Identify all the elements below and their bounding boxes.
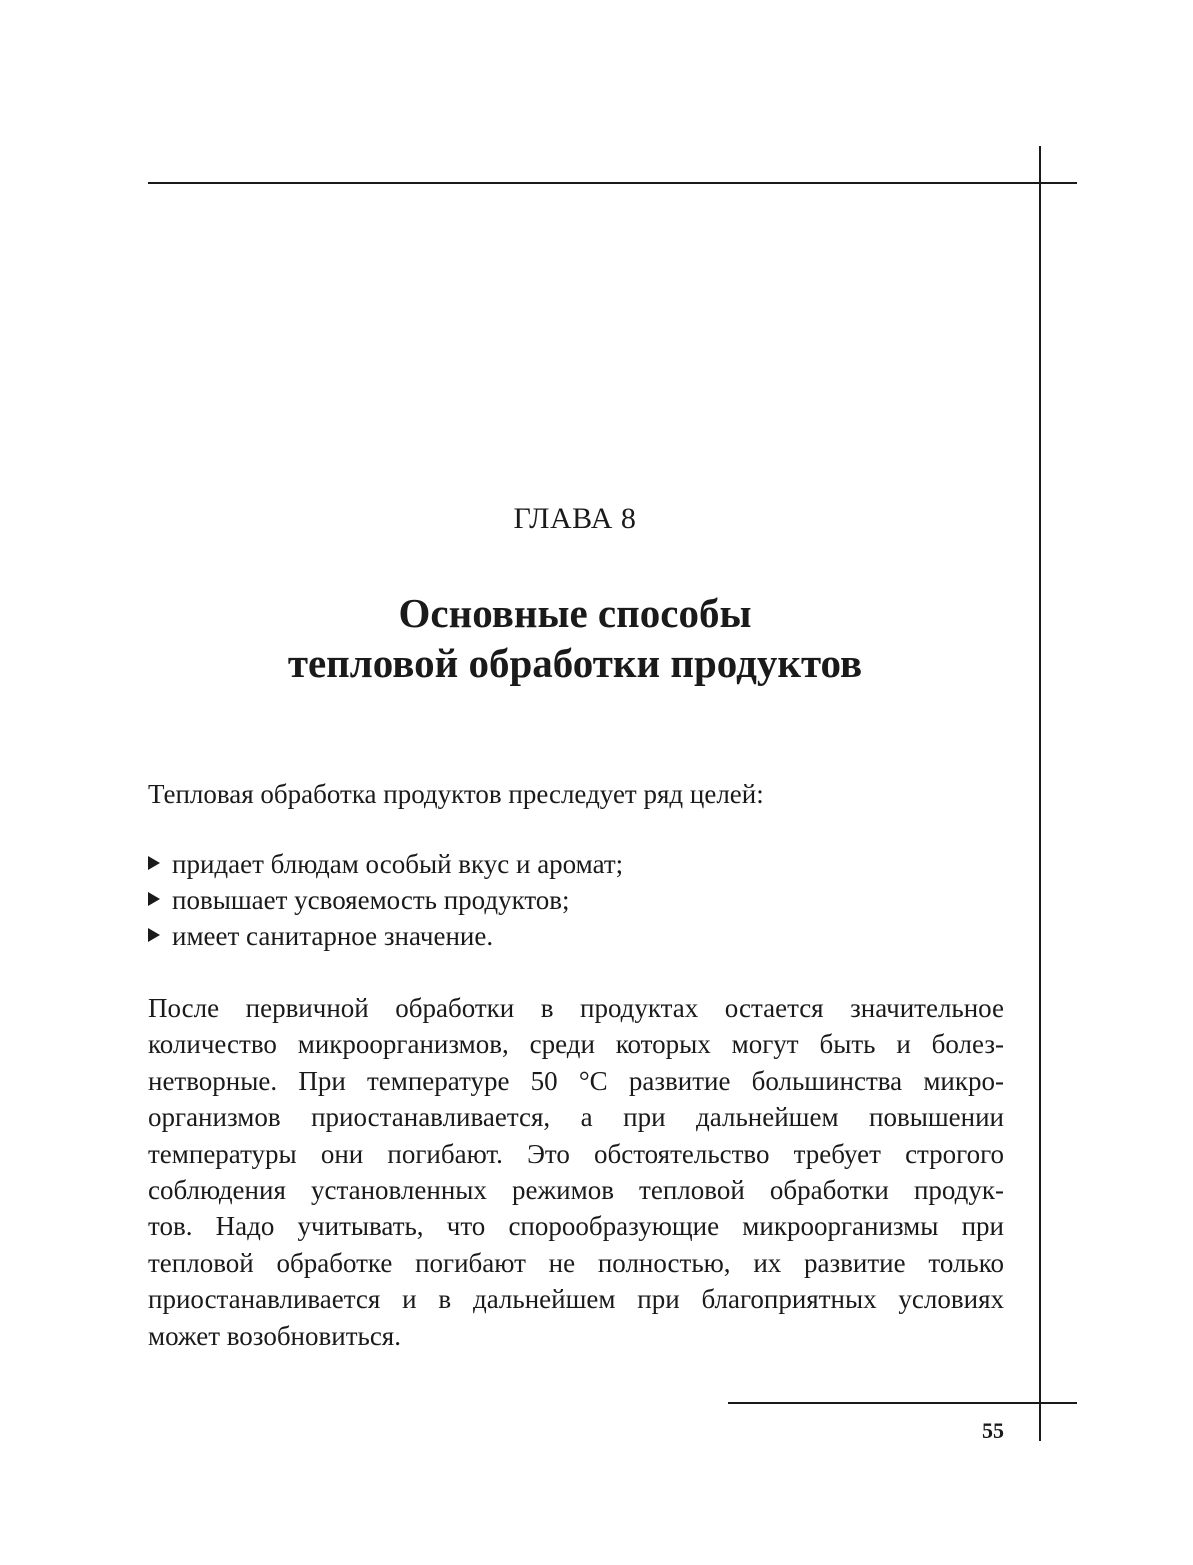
chapter-title-line-1: Основные способы <box>398 590 752 636</box>
paragraph-line: количество микроорганизмов, среди которых могут быть и болез- <box>148 1029 1004 1060</box>
list-item <box>148 846 623 882</box>
chapter-label: ГЛАВА 8 <box>513 502 637 535</box>
vertical-rule <box>1039 146 1041 1441</box>
intro-text: Тепловая обработка продуктов преследует ряд целей: <box>148 779 764 809</box>
triangle-bullet-icon <box>148 928 160 942</box>
paragraph-line: тепловой обработке погибают не полностью, их развитие только <box>148 1247 1004 1278</box>
goals-list <box>148 846 623 954</box>
body-paragraph <box>148 990 1004 1354</box>
paragraph-line: приостанавливается и в дальнейшем при благоприятных условиях <box>148 1284 1004 1315</box>
paragraph-line: соблюдения установленных режимов тепловой обработки продук- <box>148 1175 1004 1206</box>
bottom-rule <box>728 1402 1077 1404</box>
paragraph-line: нетворные. При температуре 50 °С развитие большинства микро- <box>148 1065 1004 1096</box>
triangle-bullet-icon <box>148 892 160 906</box>
paragraph-line: тов. Надо учитывать, что спорообразующие микроорганизмы при <box>148 1211 1004 1242</box>
list-item <box>148 882 623 918</box>
paragraph-line: может возобновиться. <box>148 1320 401 1351</box>
triangle-bullet-icon <box>148 856 160 870</box>
list-item <box>148 918 623 954</box>
top-rule <box>148 182 1077 184</box>
list-item-text: придает блюдам особый вкус и аромат; <box>172 849 624 879</box>
paragraph-line: После первичной обработки в продуктах остается значительное <box>148 993 1004 1023</box>
paragraph-line: организмов приостанавливается, а при дальнейшем повышении <box>148 1102 1004 1133</box>
list-item-text: имеет санитарное значение. <box>172 921 494 951</box>
chapter-title <box>0 588 1150 688</box>
list-item-text: повышает усвояемость продуктов; <box>172 885 570 915</box>
chapter-title-line-2: тепловой обработки продуктов <box>287 640 863 686</box>
paragraph-line: температуры они погибают. Это обстоятельство требует строгого <box>148 1138 1004 1169</box>
page-number: 55 <box>982 1418 1004 1443</box>
